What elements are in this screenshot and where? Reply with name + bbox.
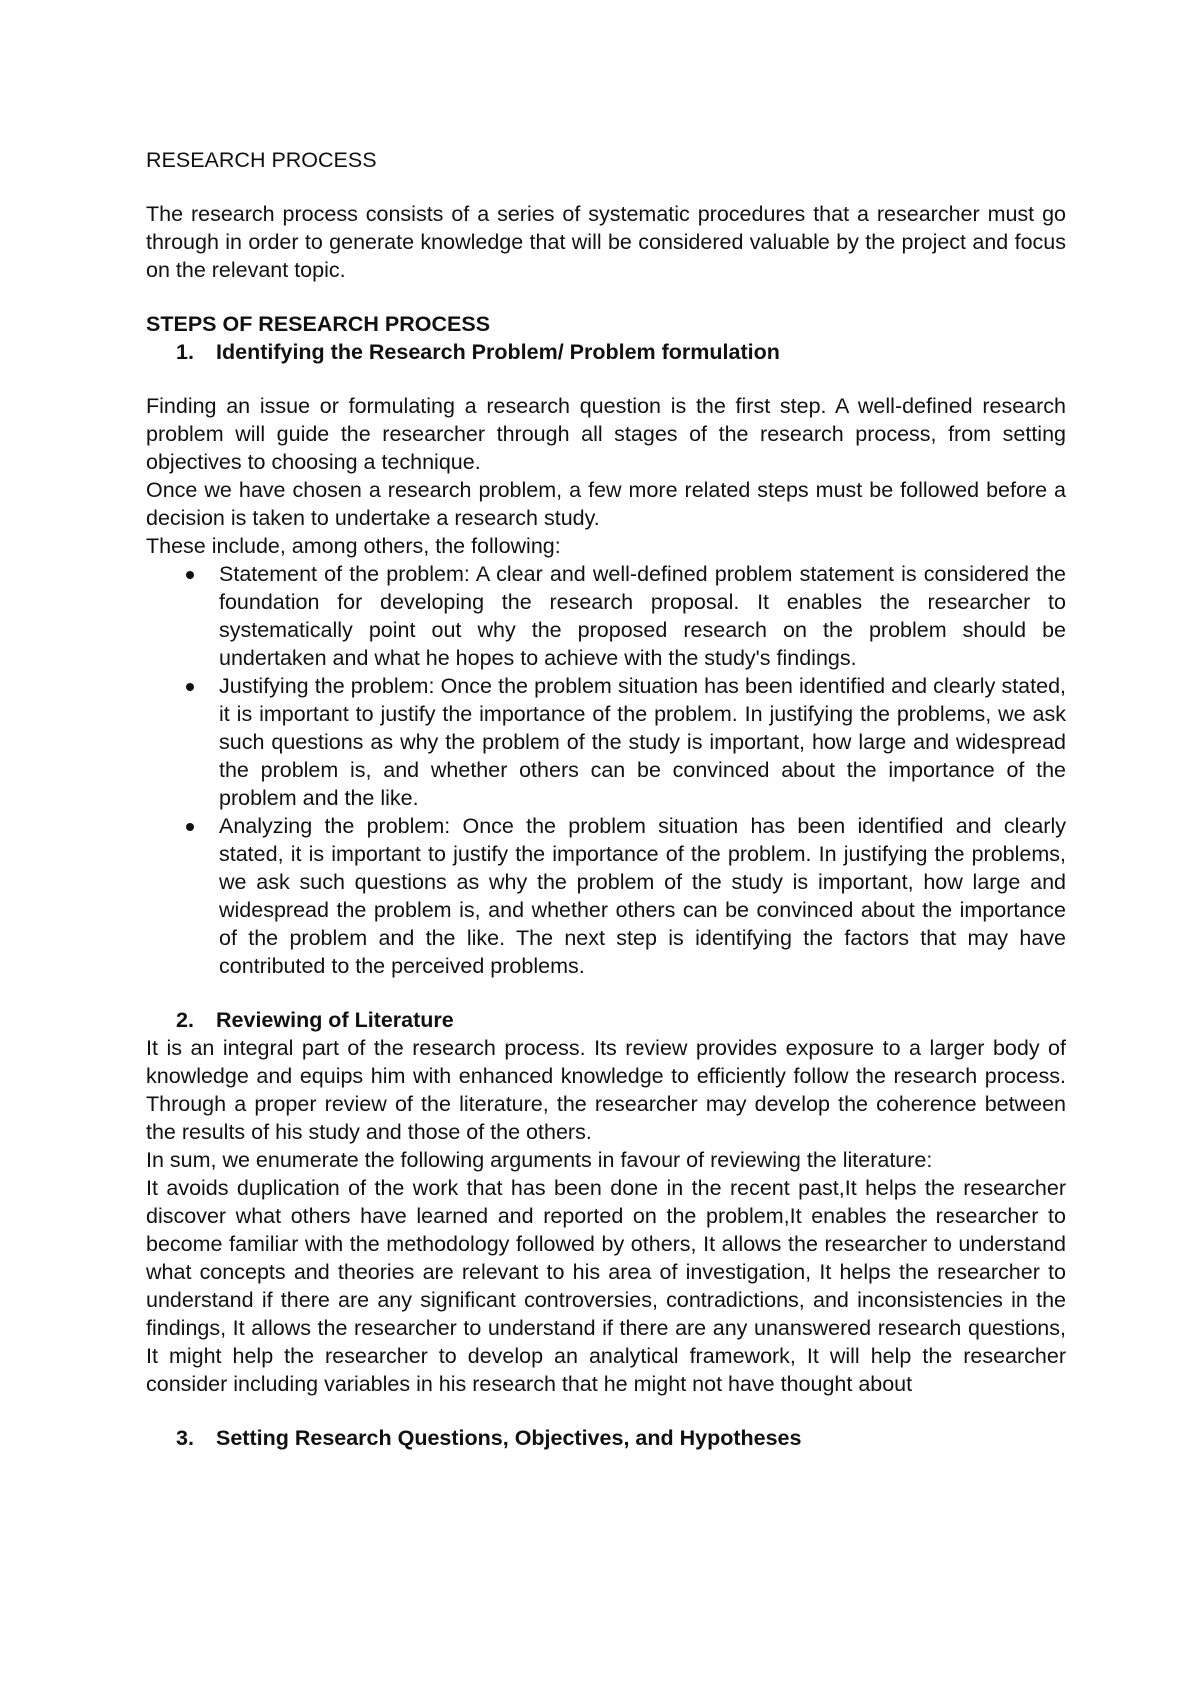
step-2-paragraph-2: In sum, we enumerate the following arguments in favour of reviewing the literature: [146,1148,933,1172]
list-item-justifying [146,672,1066,812]
step-1-heading [146,338,1066,366]
bullet-text: Justifying the problem: Once the problem situation has been identified and clearly stated, it is important to justify the importance of the problem. In justifying the problems, we ask such questions as why the problem of the study is important, how large and widespread the problem is, and whether others can be convinced about the importance of the problem and the like. [219,674,1066,810]
step-1-paragraph-3: These include, among others, the following: [146,534,561,558]
step-1-number: 1. [176,340,194,364]
intro-paragraph: The research process consists of a series of systematic procedures that a researcher must go through in order to generate knowledge that will be considered valuable by the project and focus on the relevant topic. [146,202,1066,282]
list-item-analyzing [146,812,1066,980]
step-2-number: 2. [176,1008,194,1032]
bullet-text: Statement of the problem: A clear and well-defined problem statement is considered the foundation for developing the research proposal. It enables the researcher to systematically point out why the proposed research on the problem should be undertaken and what he hopes to achieve with the study's findings. [219,562,1066,670]
document-page [146,146,1066,1452]
step-2-paragraph-1: It is an integral part of the research process. Its review provides exposure to a larger body of knowledge and equips him with enhanced knowledge to efficiently follow the research process. Through a proper review of the literature, the researcher may develop the coherence between the results of his study and those of the others. [146,1036,1066,1144]
document-title: RESEARCH PROCESS [146,148,377,172]
list-item-statement [146,560,1066,672]
bullet-icon [186,571,194,579]
bullet-icon [186,683,194,691]
step-1-title: Identifying the Research Problem/ Problem formulation [216,340,780,364]
step-2-heading [146,1006,1066,1034]
step-1-bullet-list [146,560,1066,980]
bullet-text: Analyzing the problem: Once the problem situation has been identified and clearly stated, it is important to justify the importance of the problem. In justifying the problems, we ask such questions as why the problem of the study is important, how large and widespread the problem is, and whether others can be convinced about the importance of the problem and the like. The next step is identifying the factors that may have contributed to the perceived problems. [219,814,1066,978]
step-3-number: 3. [176,1426,194,1450]
bullet-icon [186,823,194,831]
steps-heading: STEPS OF RESEARCH PROCESS [146,312,491,336]
step-1-paragraph-1: Finding an issue or formulating a research question is the first step. A well-defined research problem will guide the researcher through all stages of the research process, from setting objectives to choosing a technique. [146,394,1066,474]
step-3-title: Setting Research Questions, Objectives, and Hypotheses [216,1426,802,1450]
step-2-paragraph-3: It avoids duplication of the work that has been done in the recent past,It helps the researcher discover what others have learned and reported on the problem,It enables the researcher to become familiar with the methodology followed by others, It allows the researcher to understand what concepts and theories are relevant to his area of investigation, It helps the researcher to understand if there are any significant controversies, contradictions, and inconsistencies in the findings, It allows the researcher to understand if there are any unanswered research questions, It might help the researcher to develop an analytical framework, It will help the researcher consider including variables in his research that he might not have thought about [146,1176,1066,1396]
step-1-paragraph-2: Once we have chosen a research problem, a few more related steps must be followed before a decision is taken to undertake a research study. [146,478,1066,530]
step-3-heading [146,1424,1066,1452]
step-2-title: Reviewing of Literature [216,1008,454,1032]
